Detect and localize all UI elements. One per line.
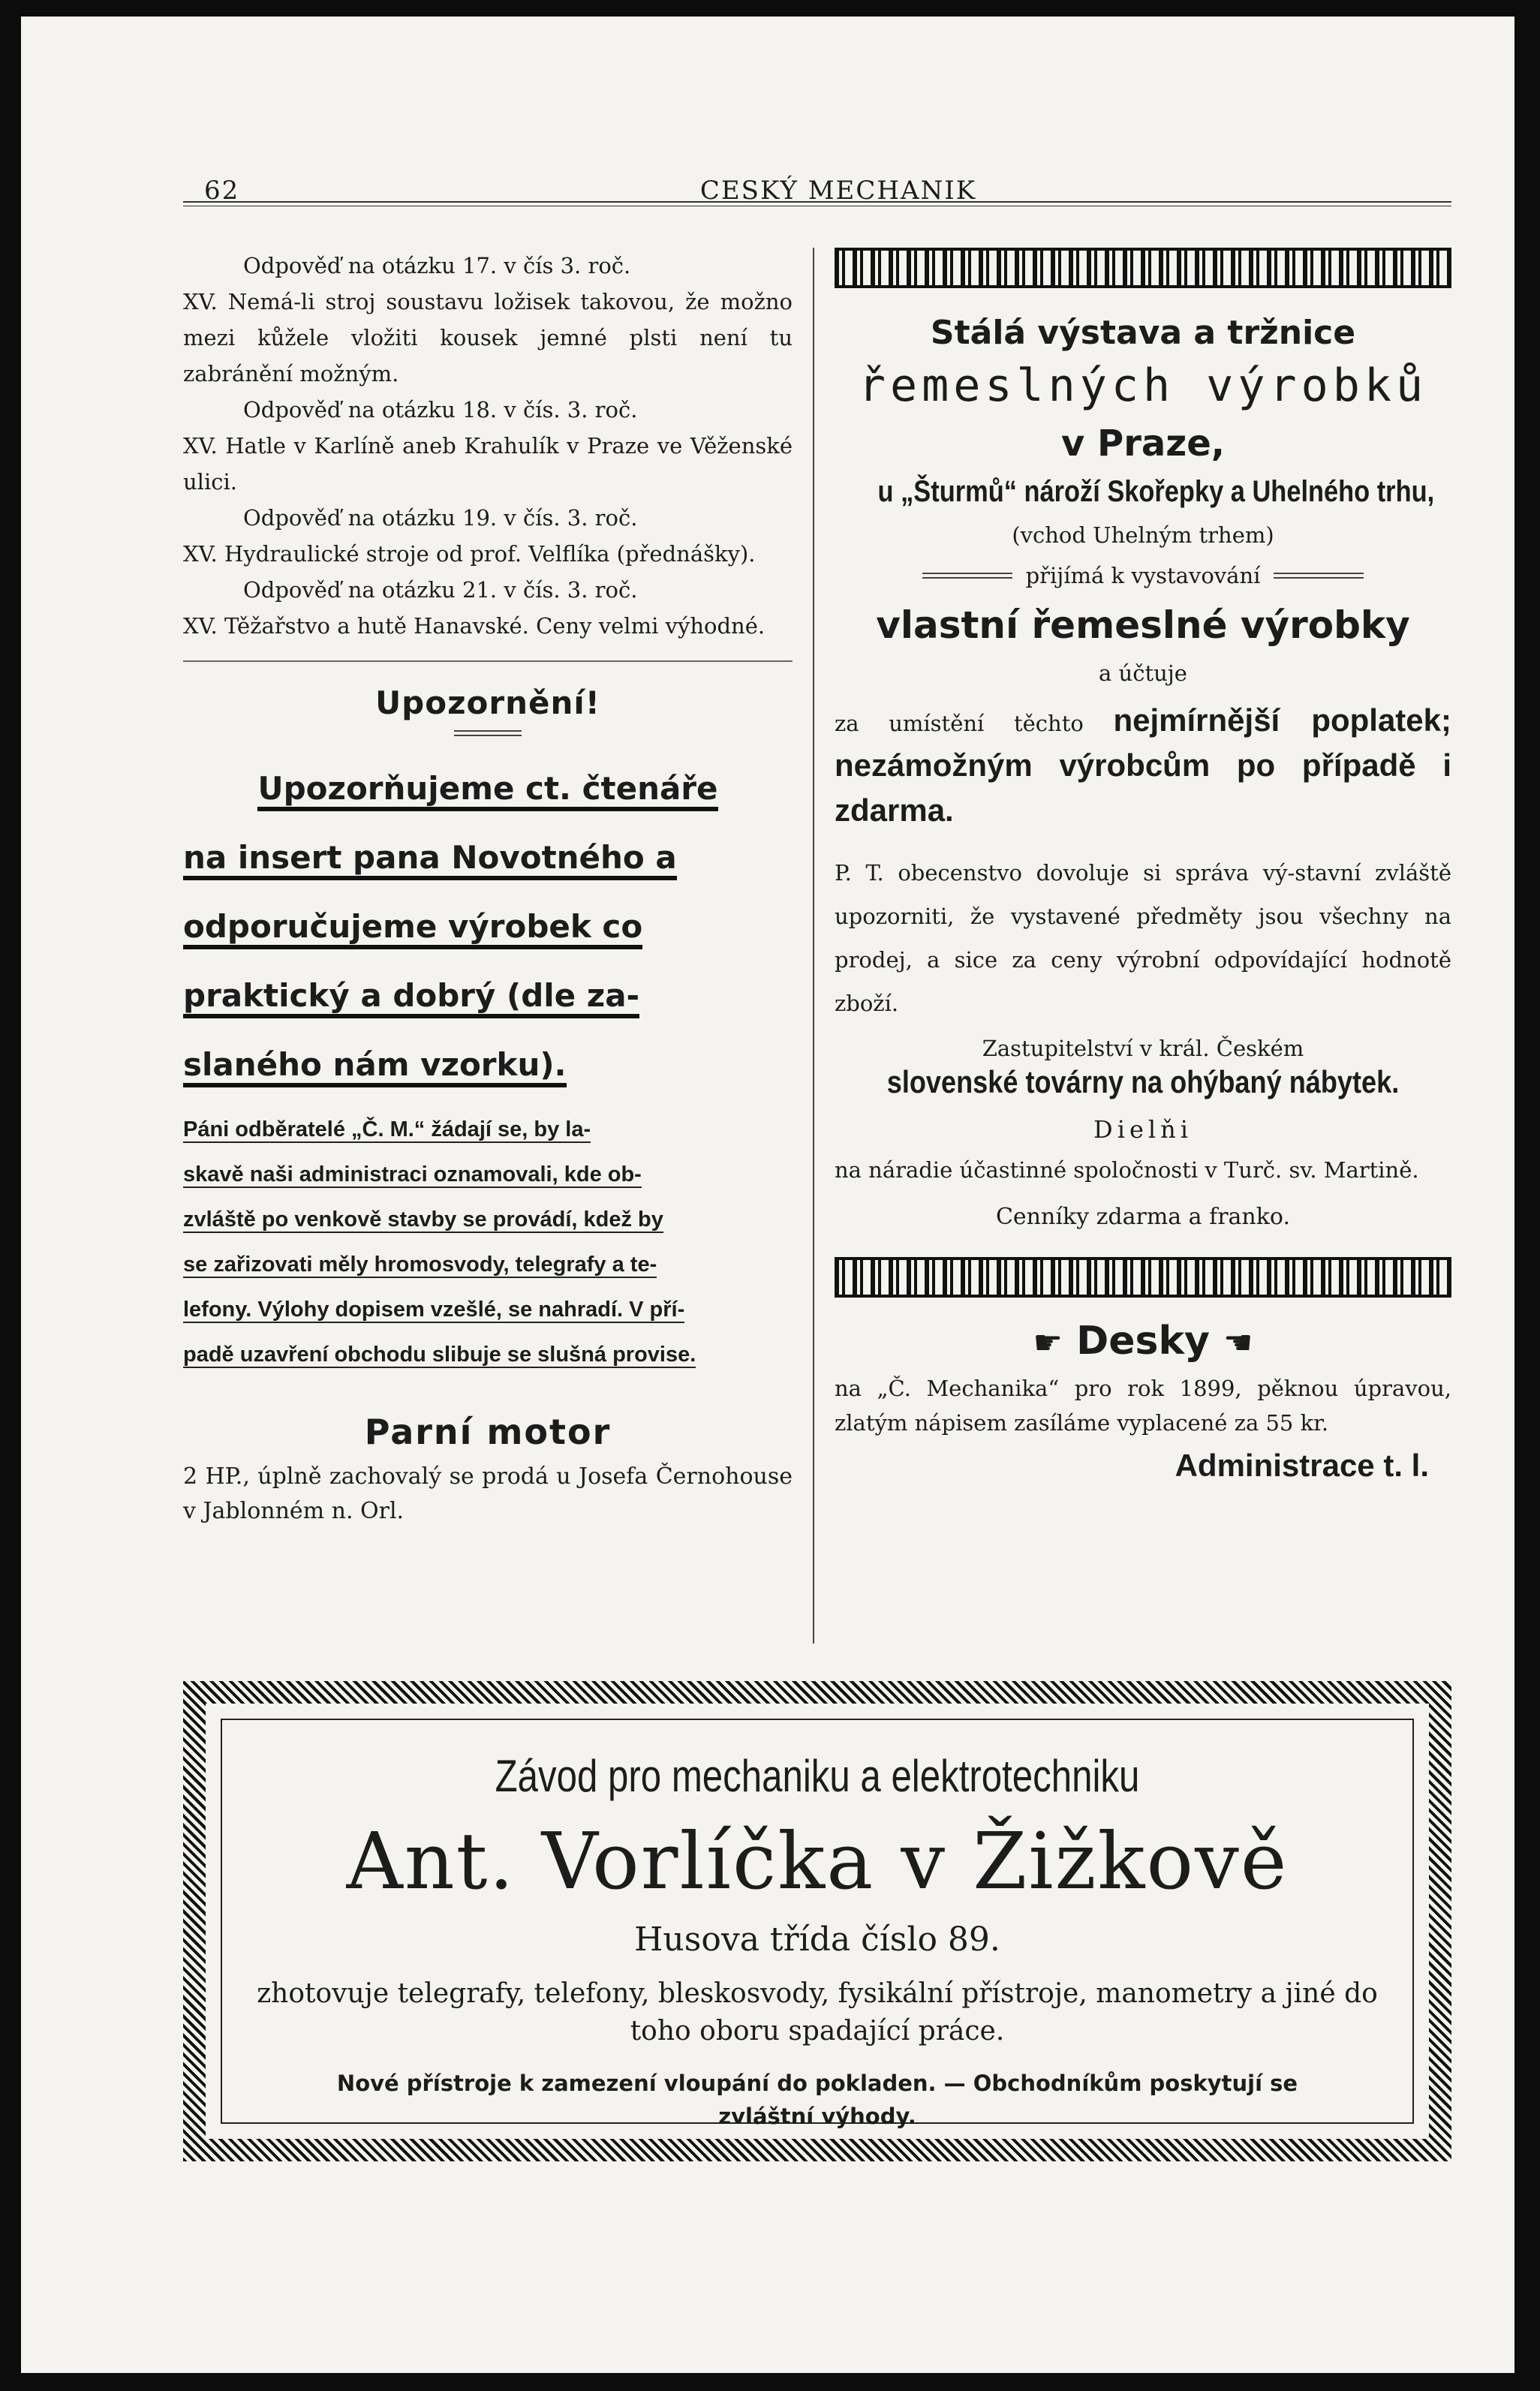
pani-line: skavě naši administraci oznamovali, kde ob- (183, 1162, 642, 1186)
workshop-advertisement (183, 1681, 1451, 2161)
pointing-hand-icon: ☛ (1033, 1324, 1063, 1362)
ad-firm-name: Ant. Vorlíčka v Žižkově (346, 1815, 1289, 1907)
notice-body (183, 754, 793, 1099)
administration-signature: Administrace t. l. (1175, 1448, 1429, 1483)
notice-line: Upozorňujeme ct. čtenáře (257, 770, 717, 811)
furniture-factory: slovenské továrny na ohýbaný nábytek. (886, 1064, 1400, 1099)
pani-line: se zařizovati měly hromosvody, telegrafy a te- (183, 1253, 657, 1277)
motor-ad-body: 2 HP., úplně zachovalý se prodá u Josefa Černohouse v Jablonném n. Orl. (183, 1463, 793, 1524)
pani-line: zvláště po venkově stavby se provádí, kdež by (183, 1208, 663, 1232)
ornament-border-top (835, 248, 1451, 288)
answer-19: Odpověď na otázku 19. v čís. 3. roč. XV. Hydraulické stroje od prof. Velflíka (přednášky). (183, 505, 756, 567)
tools-company: na náradie účastinné spoločnosti v Turč. sv. Martině. (835, 1157, 1419, 1183)
ad-subtitle: Závod pro mechaniku a elektrotechniku (495, 1751, 1140, 1801)
answer-17: Odpověď na otázku 17. v čís 3. roč. XV. Nemá-li stroj soustavu ložisek takovou, že možno mezi kůžele vložiti kousek jemné plsti není tu zabránění možným. (183, 253, 793, 386)
notice-line: na insert pana Novotného a (183, 839, 677, 880)
left-column (183, 248, 793, 1529)
fees-text: za umístění těchto (835, 711, 1084, 736)
own-products-heading: vlastní řemeslné výrobky (876, 603, 1410, 647)
page-number: 62 (204, 176, 240, 206)
covers-body: na „Č. Mechanika“ pro rok 1899, pěknou úpravou, zlatým nápisem zasíláme vyplacené za 55 kr. (835, 1376, 1451, 1436)
accepts-text: přijímá k vystavování (1025, 563, 1261, 588)
right-column (835, 248, 1451, 1484)
representation-line: Zastupitelství v král. Českém (982, 1036, 1304, 1061)
answer-21: Odpověď na otázku 21. v čís. 3. roč. XV. Těžařstvo a hutě Hanavské. Ceny velmi výhodné. (183, 577, 765, 639)
accepts-line (835, 563, 1451, 588)
ad-address: Husova třída číslo 89. (634, 1920, 1000, 1959)
divider (183, 660, 793, 662)
covers-heading (835, 1319, 1451, 1364)
notice-title: Upozornění! (375, 684, 600, 721)
short-divider (454, 730, 522, 736)
notice-line: odporučujeme výrobek co (183, 908, 642, 949)
advertisement-inner (221, 1719, 1414, 2129)
city-heading: v Praze, (1061, 423, 1225, 465)
answer-18: Odpověď na otázku 18. v čís. 3. roč. XV. Hatle v Karlíně aneb Krahulík v Praze ve Věženské ulici. (183, 397, 793, 495)
column-rule (813, 248, 814, 1644)
covers-title: Desky (1076, 1319, 1210, 1364)
pani-line: lefony. Výlohy dopisem vzešlé, se nahradí. V pří- (183, 1298, 685, 1322)
pointing-hand-icon: ☚ (1223, 1324, 1253, 1362)
subscribers-notice (183, 1107, 793, 1377)
motor-ad-title: Parní motor (364, 1412, 612, 1452)
ornament-border-bottom (835, 1257, 1451, 1298)
pani-line: Páni odběratelé „Č. M.“ žádají se, by la- (183, 1117, 591, 1141)
header-rule (183, 201, 1451, 206)
workshops-heading: Dielňi (1093, 1115, 1193, 1144)
crafts-heading: řemeslných výrobků (858, 359, 1428, 412)
exhibition-title: Stálá výstava a tržnice (930, 314, 1356, 352)
double-rule (1274, 573, 1364, 579)
notice-line: slaného nám vzorku). (183, 1046, 567, 1087)
address-line: u „Šturmů“ nároží Skořepky a Uhelného trhu, (877, 475, 1435, 508)
price-lists: Cenníky zdarma a franko. (995, 1204, 1291, 1230)
entrance-note: (vchod Uhelným trhem) (1012, 522, 1274, 548)
journal-title: CESKÝ MECHANIK (699, 176, 977, 206)
charges-line: a účtuje (1099, 660, 1187, 686)
notice-line: praktický a dobrý (dle za- (183, 977, 639, 1018)
double-rule (922, 573, 1012, 579)
ad-note: Nové přístroje k zamezení vloupání do pokladen. — Obchodníkům poskytují se zvláštní výhody. (336, 2071, 1298, 2129)
fees-paragraph (835, 699, 1451, 835)
ad-services: zhotovuje telegrafy, telefony, bleskosvody, fysikální přístroje, manometry a jiné do toho oboru spadající práce. (257, 1978, 1378, 2047)
pani-line: padě uzavření obchodu slibuje se slušná provise. (183, 1343, 696, 1367)
fees-emphasis: nejmírnější poplatek; nezámožným výrobcům po případě i zdarma. (835, 702, 1451, 828)
public-notice: P. T. obecenstvo dovoluje si správa vý-stavní zvláště upozorniti, že vystavené předměty jsou všechny na prodej, a sice za ceny výrobní odpovídající hodnotě zboží. (835, 860, 1451, 1016)
